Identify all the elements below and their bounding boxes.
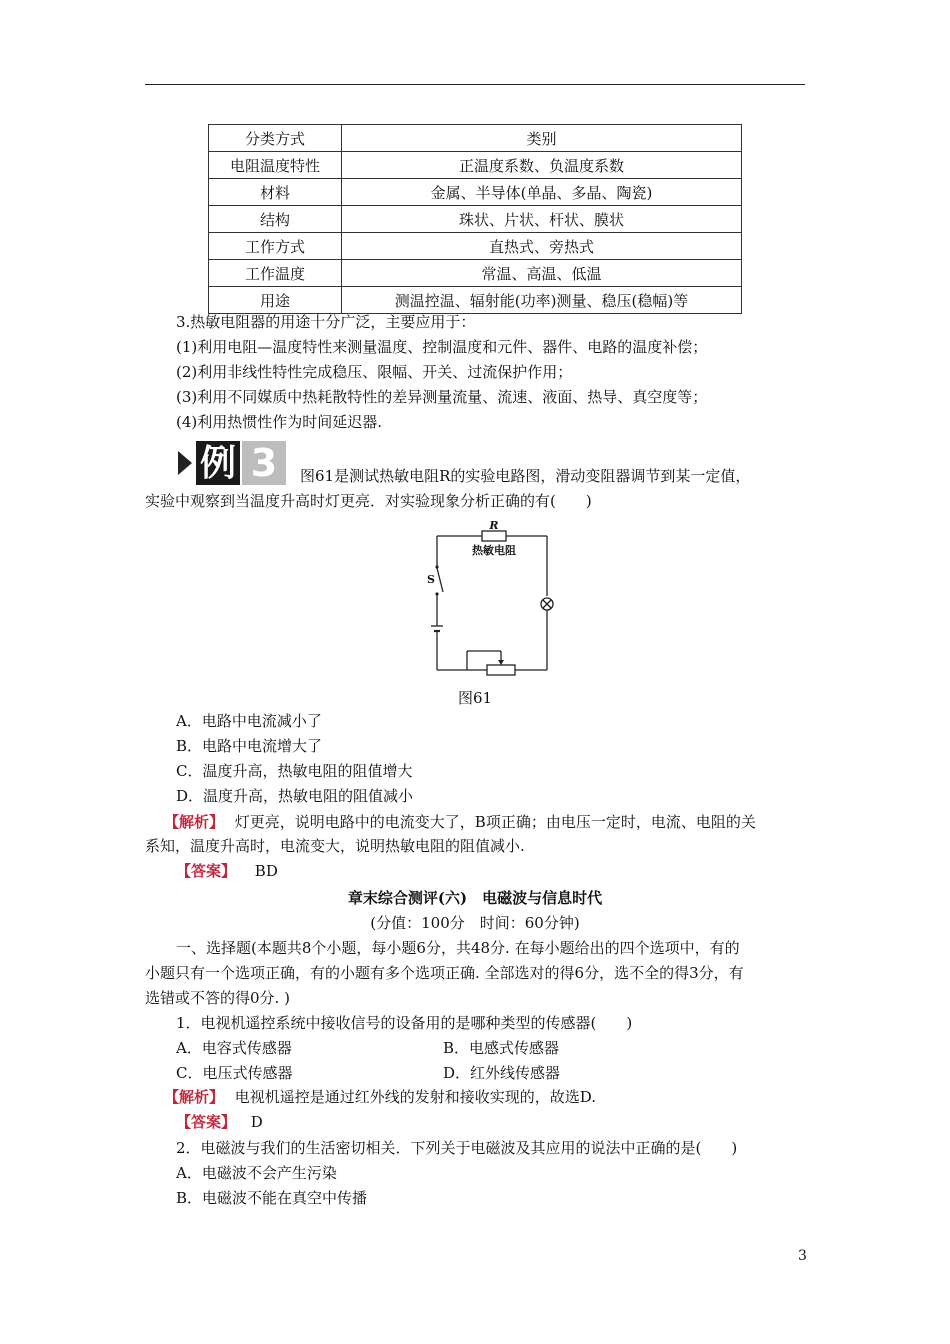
analysis-text: 灯更亮，说明电路中的电流变大了，B项正确；由电压一定时，电流、电阻的关 — [234, 813, 756, 831]
analysis-tag: 【解析】 — [164, 813, 225, 831]
table-cell: 用途 — [209, 287, 342, 314]
question-stem: 1．电视机遥控系统中接收信号的设备用的是哪种类型的传感器( ) — [176, 1014, 633, 1032]
table-cell: 结构 — [209, 206, 342, 233]
table-row — [209, 152, 742, 179]
option: B．电路中电流增大了 — [176, 737, 323, 755]
option: D．温度升高，热敏电阻的阻值减小 — [176, 787, 414, 805]
uses-item: (2)利用非线性特性完成稳压、限幅、开关、过流保护作用； — [176, 363, 573, 381]
table-cell: 直热式、旁热式 — [342, 233, 742, 260]
review-title: 章末综合测评(六) 电磁波与信息时代 — [347, 889, 603, 907]
answer-text: D — [250, 1113, 263, 1131]
example-badge — [178, 441, 288, 485]
uses-item: (3)利用不同媒质中热耗散特性的差异测量流量、流速、液面、热导、真空度等； — [176, 388, 708, 406]
table-row — [209, 179, 742, 206]
table-header-row — [209, 125, 742, 152]
table-row — [209, 287, 742, 314]
review-intro: 选错或不答的得0分. ) — [145, 989, 290, 1007]
table-header-cell: 分类方式 — [209, 125, 342, 152]
option: D．红外线传感器 — [443, 1064, 561, 1082]
uses-title: 3.热敏电阻器的用途十分广泛，主要应用于： — [176, 313, 476, 331]
example-badge-number: 3 — [242, 441, 286, 485]
analysis-tag: 【解析】 — [164, 1088, 225, 1106]
arrow-icon — [178, 451, 192, 475]
option: A．电磁波不会产生污染 — [176, 1164, 337, 1182]
uses-item: (1)利用电阻—温度特性来测量温度、控制温度和元件、器件、电路的温度补偿； — [176, 338, 708, 356]
question-stem: 2．电磁波与我们的生活密切相关．下列关于电磁波及其应用的说法中正确的是( ) — [176, 1139, 738, 1157]
table-cell: 测温控温、辐射能(功率)测量、稳压(稳幅)等 — [342, 287, 742, 314]
table-row — [209, 206, 742, 233]
analysis — [164, 1087, 596, 1107]
resistor-label: R — [489, 519, 499, 532]
option: A．电路中电流减小了 — [176, 712, 322, 730]
table-row — [209, 260, 742, 287]
thermistor-label: 热敏电阻 — [472, 544, 516, 557]
table-row — [209, 233, 742, 260]
review-intro: 一、选择题(本题共8个小题，每小题6分，共48分. 在每小题给出的四个选项中，有的 — [176, 939, 740, 957]
example-stem: 实验中观察到当温度升高时灯更亮．对实验现象分析正确的有( ) — [145, 492, 592, 510]
table-cell: 材料 — [209, 179, 342, 206]
table-cell: 珠状、片状、杆状、膜状 — [342, 206, 742, 233]
option: B．电磁波不能在真空中传播 — [176, 1189, 368, 1207]
option: C．电压式传感器 — [176, 1064, 293, 1082]
uses-item: (4)利用热惯性作为时间延迟器. — [176, 413, 383, 431]
answer-tag: 【答案】 — [176, 862, 237, 880]
analysis — [164, 812, 756, 832]
page-number: 3 — [798, 1248, 807, 1264]
table-cell: 工作温度 — [209, 260, 342, 287]
answer-text: BD — [254, 862, 278, 880]
example-badge-char: 例 — [196, 441, 240, 485]
table-cell: 常温、高温、低温 — [342, 260, 742, 287]
option: B．电感式传感器 — [443, 1039, 560, 1057]
figure-caption: 图61 — [457, 689, 493, 707]
table-cell: 电阻温度特性 — [209, 152, 342, 179]
analysis-text: 电视机遥控是通过红外线的发射和接收实现的，故选D. — [234, 1088, 597, 1106]
review-subtitle: (分值：100分 时间：60分钟) — [370, 914, 580, 932]
table-cell: 工作方式 — [209, 233, 342, 260]
option: A．电容式传感器 — [176, 1039, 292, 1057]
analysis-text: 系知，温度升高时，电流变大，说明热敏电阻的阻值减小. — [145, 837, 525, 855]
answer — [176, 861, 278, 881]
header-rule — [145, 84, 805, 85]
option: C．温度升高，热敏电阻的阻值增大 — [176, 762, 413, 780]
switch-label: S — [427, 573, 435, 586]
table-header-cell: 类别 — [342, 125, 742, 152]
answer — [176, 1112, 263, 1132]
circuit-diagram — [425, 518, 565, 678]
example-stem: 图61是测试热敏电阻R的实验电路图，滑动变阻器调节到某一定值， — [300, 467, 751, 485]
table-cell: 正温度系数、负温度系数 — [342, 152, 742, 179]
table-cell: 金属、半导体(单晶、多晶、陶瓷) — [342, 179, 742, 206]
review-intro: 小题只有一个选项正确，有的小题有多个选项正确. 全部选对的得6分，选不全的得3分，有 — [145, 964, 744, 982]
answer-tag: 【答案】 — [176, 1113, 237, 1131]
classification-table — [208, 124, 742, 314]
